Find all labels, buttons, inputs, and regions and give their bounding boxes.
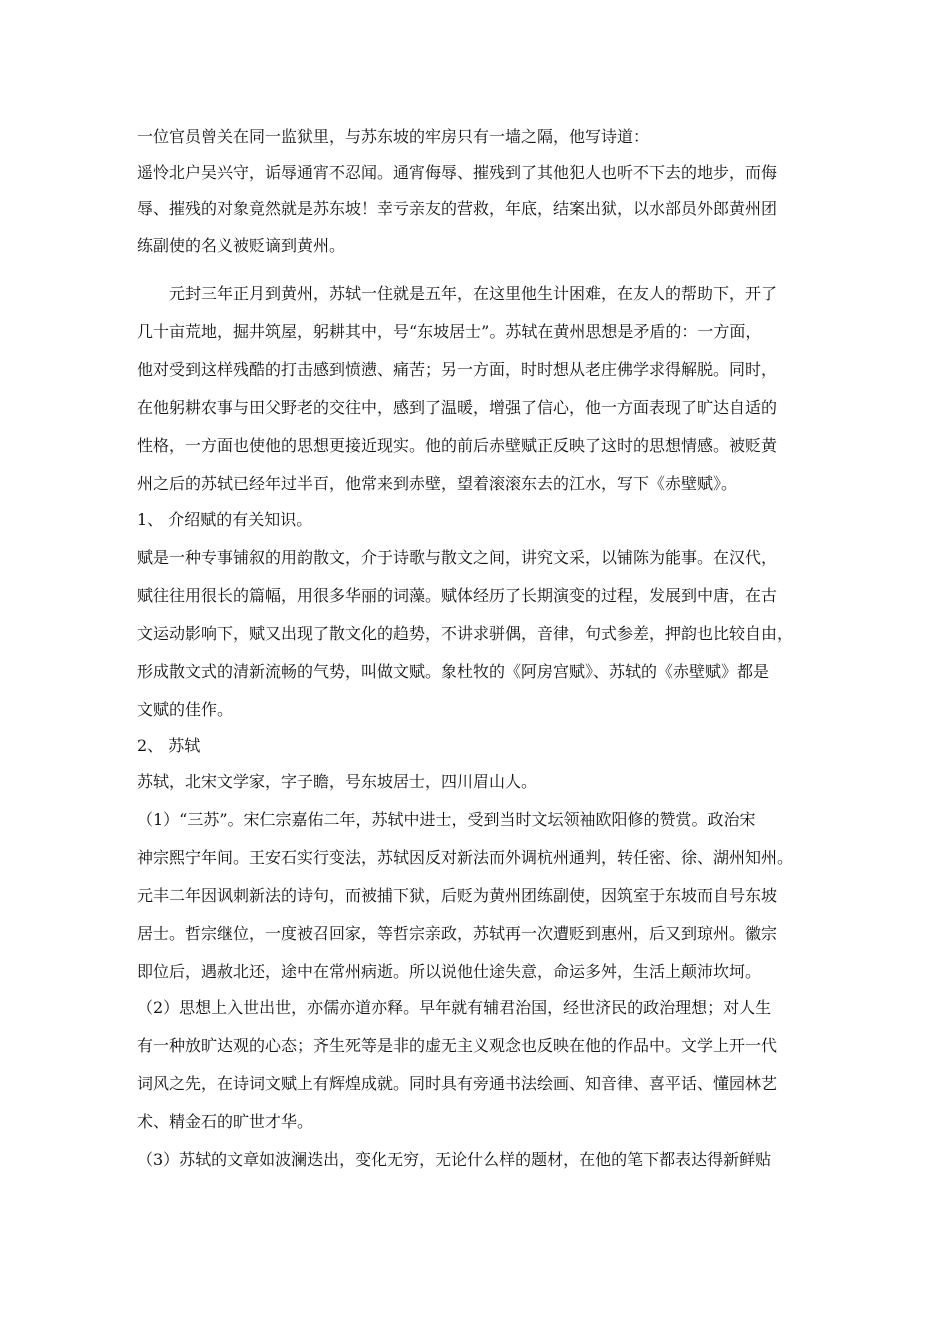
text-line: （1）“三苏”。宋仁宗嘉佑二年，苏轼中进士，受到当时文坛领袖欧阳修的赞赏。政治宋 [137, 810, 756, 829]
text-line: 形成散文式的清新流畅的气势，叫做文赋。象杜牧的《阿房宫赋》、苏轼的《赤壁赋》都是 [137, 662, 770, 681]
text-line: 元丰二年因讽刺新法的诗句，而被捕下狱，后贬为黄州团练副使，因筑室于东坡而自号东坡 [137, 886, 778, 905]
text-line: 即位后，遇赦北还，途中在常州病逝。所以说他仕途失意，命运多舛，生活上颠沛坎坷。 [137, 962, 762, 981]
text-line: 性格，一方面也使他的思想更接近现实。他的前后赤壁赋正反映了这时的思想情感。被贬黄 [137, 436, 778, 455]
text-line: 一位官员曾关在同一监狱里，与苏东坡的牢房只有一墙之隔，他写诗道： [137, 127, 650, 146]
text-line: 在他躬耕农事与田父野老的交往中，感到了温暖，增强了信心，他一方面表现了旷达自适的 [137, 398, 778, 417]
text-line: 居士。哲宗继位，一度被召回家，等哲宗亲政，苏轼再一次遭贬到惠州，后又到琼州。徽宗 [137, 924, 778, 943]
text-line: 赋往往用很长的篇幅，用很多华丽的词藻。赋体经历了长期演变的过程，发展到中唐，在古 [137, 586, 778, 605]
text-line: 元封三年正月到黄州，苏轼一住就是五年，在这里他生计困难，在友人的帮助下，开了 [137, 284, 778, 303]
section-heading: 1、 介绍赋的有关知识。 [137, 510, 313, 529]
text-line: 词风之先，在诗词文赋上有辉煌成就。同时具有旁通书法绘画、知音律、喜平话、懂园林艺 [137, 1074, 778, 1093]
text-line: 州之后的苏轼已经年过半百，他常来到赤壁，望着滚滚东去的江水，写下《赤壁赋》。 [137, 474, 738, 493]
text-line: 遥怜北户吴兴守，诟辱通宵不忍闻。通宵侮辱、摧残到了其他犯人也听不下去的地步，而侮 [137, 163, 778, 182]
text-line: 练副使的名义被贬谪到黄州。 [137, 236, 346, 255]
text-line: 他对受到这样残酷的打击感到愤懑、痛苦；另一方面，时时想从老庄佛学求得解脱。同时， [137, 360, 778, 379]
section-heading: 2、 苏轼 [137, 736, 201, 755]
text-line: 术、精金石的旷世才华。 [137, 1112, 314, 1131]
text-line: 文赋的佳作。 [137, 700, 234, 719]
text-line: 苏轼，北宋文学家，字子瞻，号东坡居士，四川眉山人。 [137, 772, 538, 791]
text-line: （2）思想上入世出世，亦儒亦道亦释。早年就有辅君治国，经世济民的政治理想；对人生 [137, 998, 772, 1017]
text-line: 赋是一种专事铺叙的用韵散文，介于诗歌与散文之间，讲究文采，以铺陈为能事。在汉代， [137, 548, 778, 567]
text-line: （3）苏轼的文章如波澜迭出，变化无穷，无论什么样的题材，在他的笔下都表达得新鲜贴 [137, 1150, 772, 1169]
text-line: 神宗熙宁年间。王安石实行变法，苏轼因反对新法而外调杭州通判，转任密、徐、湖州知州。 [137, 848, 794, 867]
text-line: 有一种放旷达观的心态；齐生死等是非的虚无主义观念也反映在他的作品中。文学上开一代 [137, 1036, 778, 1055]
text-line: 几十亩荒地，掘井筑屋，躬耕其中，号“东坡居士”。苏轼在黄州思想是矛盾的：一方面， [137, 322, 762, 341]
text-line: 文运动影响下，赋又出现了散文化的趋势，不讲求骈偶，音律，句式参差，押韵也比较自由， [137, 624, 794, 643]
text-line: 辱、摧残的对象竟然就是苏东坡！幸亏亲友的营救，年底，结案出狱，以水部员外郎黄州团 [137, 199, 778, 218]
